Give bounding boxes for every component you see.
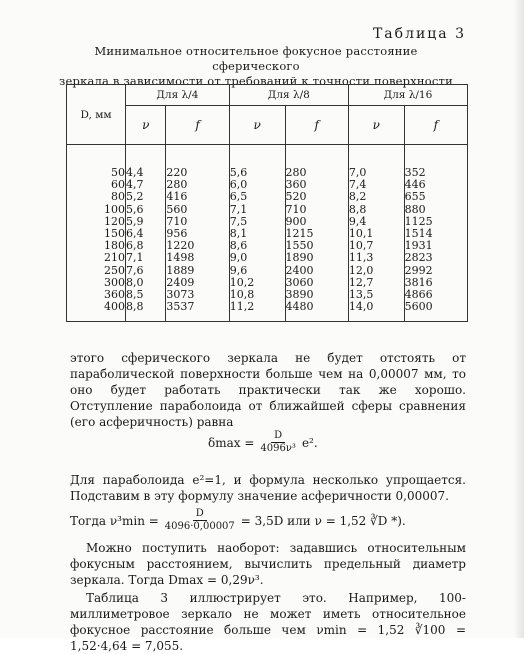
column-lambda4-nu (126, 145, 166, 322)
table-cell: 3890 (285, 287, 314, 301)
table-cell: 880 (404, 202, 426, 216)
formula2-fraction (162, 508, 238, 533)
subheader-nu: ν (229, 106, 285, 145)
table-cell: 80 (111, 190, 125, 204)
table-cell: 2992 (404, 263, 433, 277)
table-cell: 1220 (166, 239, 195, 253)
table-cell: 150 (104, 226, 125, 240)
subheader-f: f (285, 106, 348, 145)
table-cell: 1931 (404, 239, 433, 253)
table-cell: 5,9 (126, 214, 144, 228)
table-cell: 180 (104, 239, 125, 253)
table-cell: 7,4 (348, 178, 367, 192)
table-cell: 10,8 (229, 287, 255, 301)
column-lambda4-f (166, 145, 229, 322)
fraction2-denominator: 4096·0,00007 (164, 521, 235, 532)
table-cell: 9,4 (348, 214, 367, 228)
table-cell: 11,3 (348, 251, 374, 265)
table-cell: 50 (111, 166, 125, 179)
table-cell: 3537 (166, 300, 195, 314)
fraction-numerator: D (271, 430, 285, 443)
table-cell: 8,8 (348, 202, 367, 216)
table-cell: 10,2 (229, 275, 255, 289)
table-cell: 352 (404, 166, 426, 179)
caption-line-2: зеркала в зависимости от требований к точности поверхности (59, 74, 453, 88)
table-cell: 8,1 (229, 226, 248, 240)
table-cell: 900 (285, 214, 307, 228)
table-cell: 6,4 (126, 226, 144, 240)
column-diameter (67, 145, 126, 322)
table-cell: 10,7 (348, 239, 374, 253)
table-cell: 1889 (166, 263, 195, 277)
table-cell: 710 (166, 214, 188, 228)
table-cell: 300 (104, 275, 125, 289)
table-cell: 1514 (404, 226, 433, 240)
page-edge-shadow (514, 0, 524, 638)
table-cell: 655 (404, 190, 426, 204)
table-cell: 2409 (166, 275, 195, 289)
column-lambda8-f (285, 145, 348, 322)
table-cell: 1125 (404, 214, 433, 228)
table-caption (50, 44, 462, 89)
paragraph-3: Можно поступить наоборот: задавшись относительным фокусным расстоянием, вычислить предельный диаметр зеркала. Тогда Dmax = 0,29ν³. (70, 541, 466, 587)
header-lambda16: Для λ/16 (348, 85, 467, 106)
caption-line-1: Минимальное относительное фокусное расстояние сферического (94, 44, 418, 73)
formula2-rest: = 3,5D или ν = 1,52 ∛D *). (240, 513, 406, 528)
table-cell: 8,2 (348, 190, 367, 204)
subheader-f: f (166, 106, 229, 145)
table-cell: 956 (166, 226, 188, 240)
focal-ratio-table (66, 84, 468, 322)
table-cell: 60 (111, 178, 125, 192)
table-cell: 3073 (166, 287, 195, 301)
table-cell: 3060 (285, 275, 314, 289)
table-cell: 10,1 (348, 226, 374, 240)
paragraph-1: этого сферического зеркала не будет отстоять от параболической поверхности больше чем на 0,00007 мм, то оно будет работать практически так же хорошо. Отступление параболоида от ближайшей сферы сравнения (его асферичность) равна (70, 351, 466, 429)
formula-fraction (257, 430, 299, 455)
fraction2-numerator: D (193, 508, 207, 521)
table-cell: 4480 (285, 300, 314, 314)
table-cell: 2823 (404, 251, 433, 265)
table-cell: 12,7 (348, 275, 374, 289)
table-cell: 8,6 (229, 239, 248, 253)
table-cell: 5600 (404, 300, 433, 314)
table-cell: 13,5 (348, 287, 374, 301)
table-cell: 8,8 (126, 300, 144, 314)
table-cell: 9,6 (229, 263, 248, 277)
fraction-denominator: 4096ν³ (260, 443, 296, 454)
subheader-f: f (404, 106, 467, 145)
formula-lhs: δmax = (208, 435, 255, 450)
table-cell: 400 (104, 300, 125, 314)
table-cell: 360 (104, 287, 125, 301)
table-cell: 100 (104, 202, 125, 216)
table-cell: 9,0 (229, 251, 248, 265)
table-cell: 1890 (285, 251, 314, 265)
table-cell: 520 (285, 190, 307, 204)
formula-asphericity (208, 430, 318, 455)
table-cell: 2400 (285, 263, 314, 277)
table-cell: 120 (104, 214, 125, 228)
formula2-start: Тогда ν³min = (70, 513, 159, 528)
table-cell: 7,6 (126, 263, 144, 277)
table-cell: 6,5 (229, 190, 248, 204)
subheader-nu: ν (348, 106, 404, 145)
table-number-label: Таблица 3 (372, 26, 466, 42)
table-cell: 12,0 (348, 263, 374, 277)
table-cell: 7,1 (229, 202, 248, 216)
table-cell: 7,0 (348, 166, 367, 179)
table-cell: 8,5 (126, 287, 144, 301)
table-cell: 4,4 (126, 166, 144, 179)
table-cell: 7,5 (229, 214, 248, 228)
table-cell: 4866 (404, 287, 433, 301)
table-cell: 4,7 (126, 178, 144, 192)
table-cell: 5,6 (126, 202, 144, 216)
table-cell: 250 (104, 263, 125, 277)
table-cell: 446 (404, 178, 426, 192)
table-cell: 11,2 (229, 300, 255, 314)
table-cell: 210 (104, 251, 125, 265)
table-cell: 560 (166, 202, 188, 216)
table-cell: 1550 (285, 239, 314, 253)
table-cell: 280 (166, 178, 188, 192)
table-cell: 5,6 (229, 166, 248, 179)
paragraph-2: Для параболоида e²=1, и формула несколько упрощается. Подставим в эту формулу значение асферичности 0,00007. (70, 473, 466, 503)
table-cell: 14,0 (348, 300, 374, 314)
header-lambda8: Для λ/8 (229, 85, 348, 106)
table-cell: 416 (166, 190, 188, 204)
table-cell: 6,8 (126, 239, 144, 253)
table-cell: 220 (166, 166, 188, 179)
formula-min-ratio (70, 508, 406, 533)
table-cell: 1498 (166, 251, 195, 265)
table-cell: 7,1 (126, 251, 144, 265)
table-cell: 710 (285, 202, 307, 216)
column-lambda16-f (404, 145, 467, 322)
header-diameter: D, мм (67, 85, 126, 145)
table-cell: 360 (285, 178, 307, 192)
table-cell: 6,0 (229, 178, 248, 192)
formula-tail: e². (301, 435, 318, 450)
table-cell: 3816 (404, 275, 433, 289)
header-lambda4: Для λ/4 (126, 85, 230, 106)
column-lambda16-nu (348, 145, 404, 322)
table-cell: 5,2 (126, 190, 144, 204)
table-cell: 280 (285, 166, 307, 179)
column-lambda8-nu (229, 145, 285, 322)
subheader-nu: ν (126, 106, 166, 145)
paragraph-4: Таблица 3 иллюстрирует это. Например, 100-миллиметровое зеркало не может иметь относительное фокусное расстояние больше чем νmin = 1,52 ∛100 = 1,52·4,64 = 7,055. (70, 591, 466, 653)
table-cell: 1215 (285, 226, 314, 240)
table-cell: 8,0 (126, 275, 144, 289)
